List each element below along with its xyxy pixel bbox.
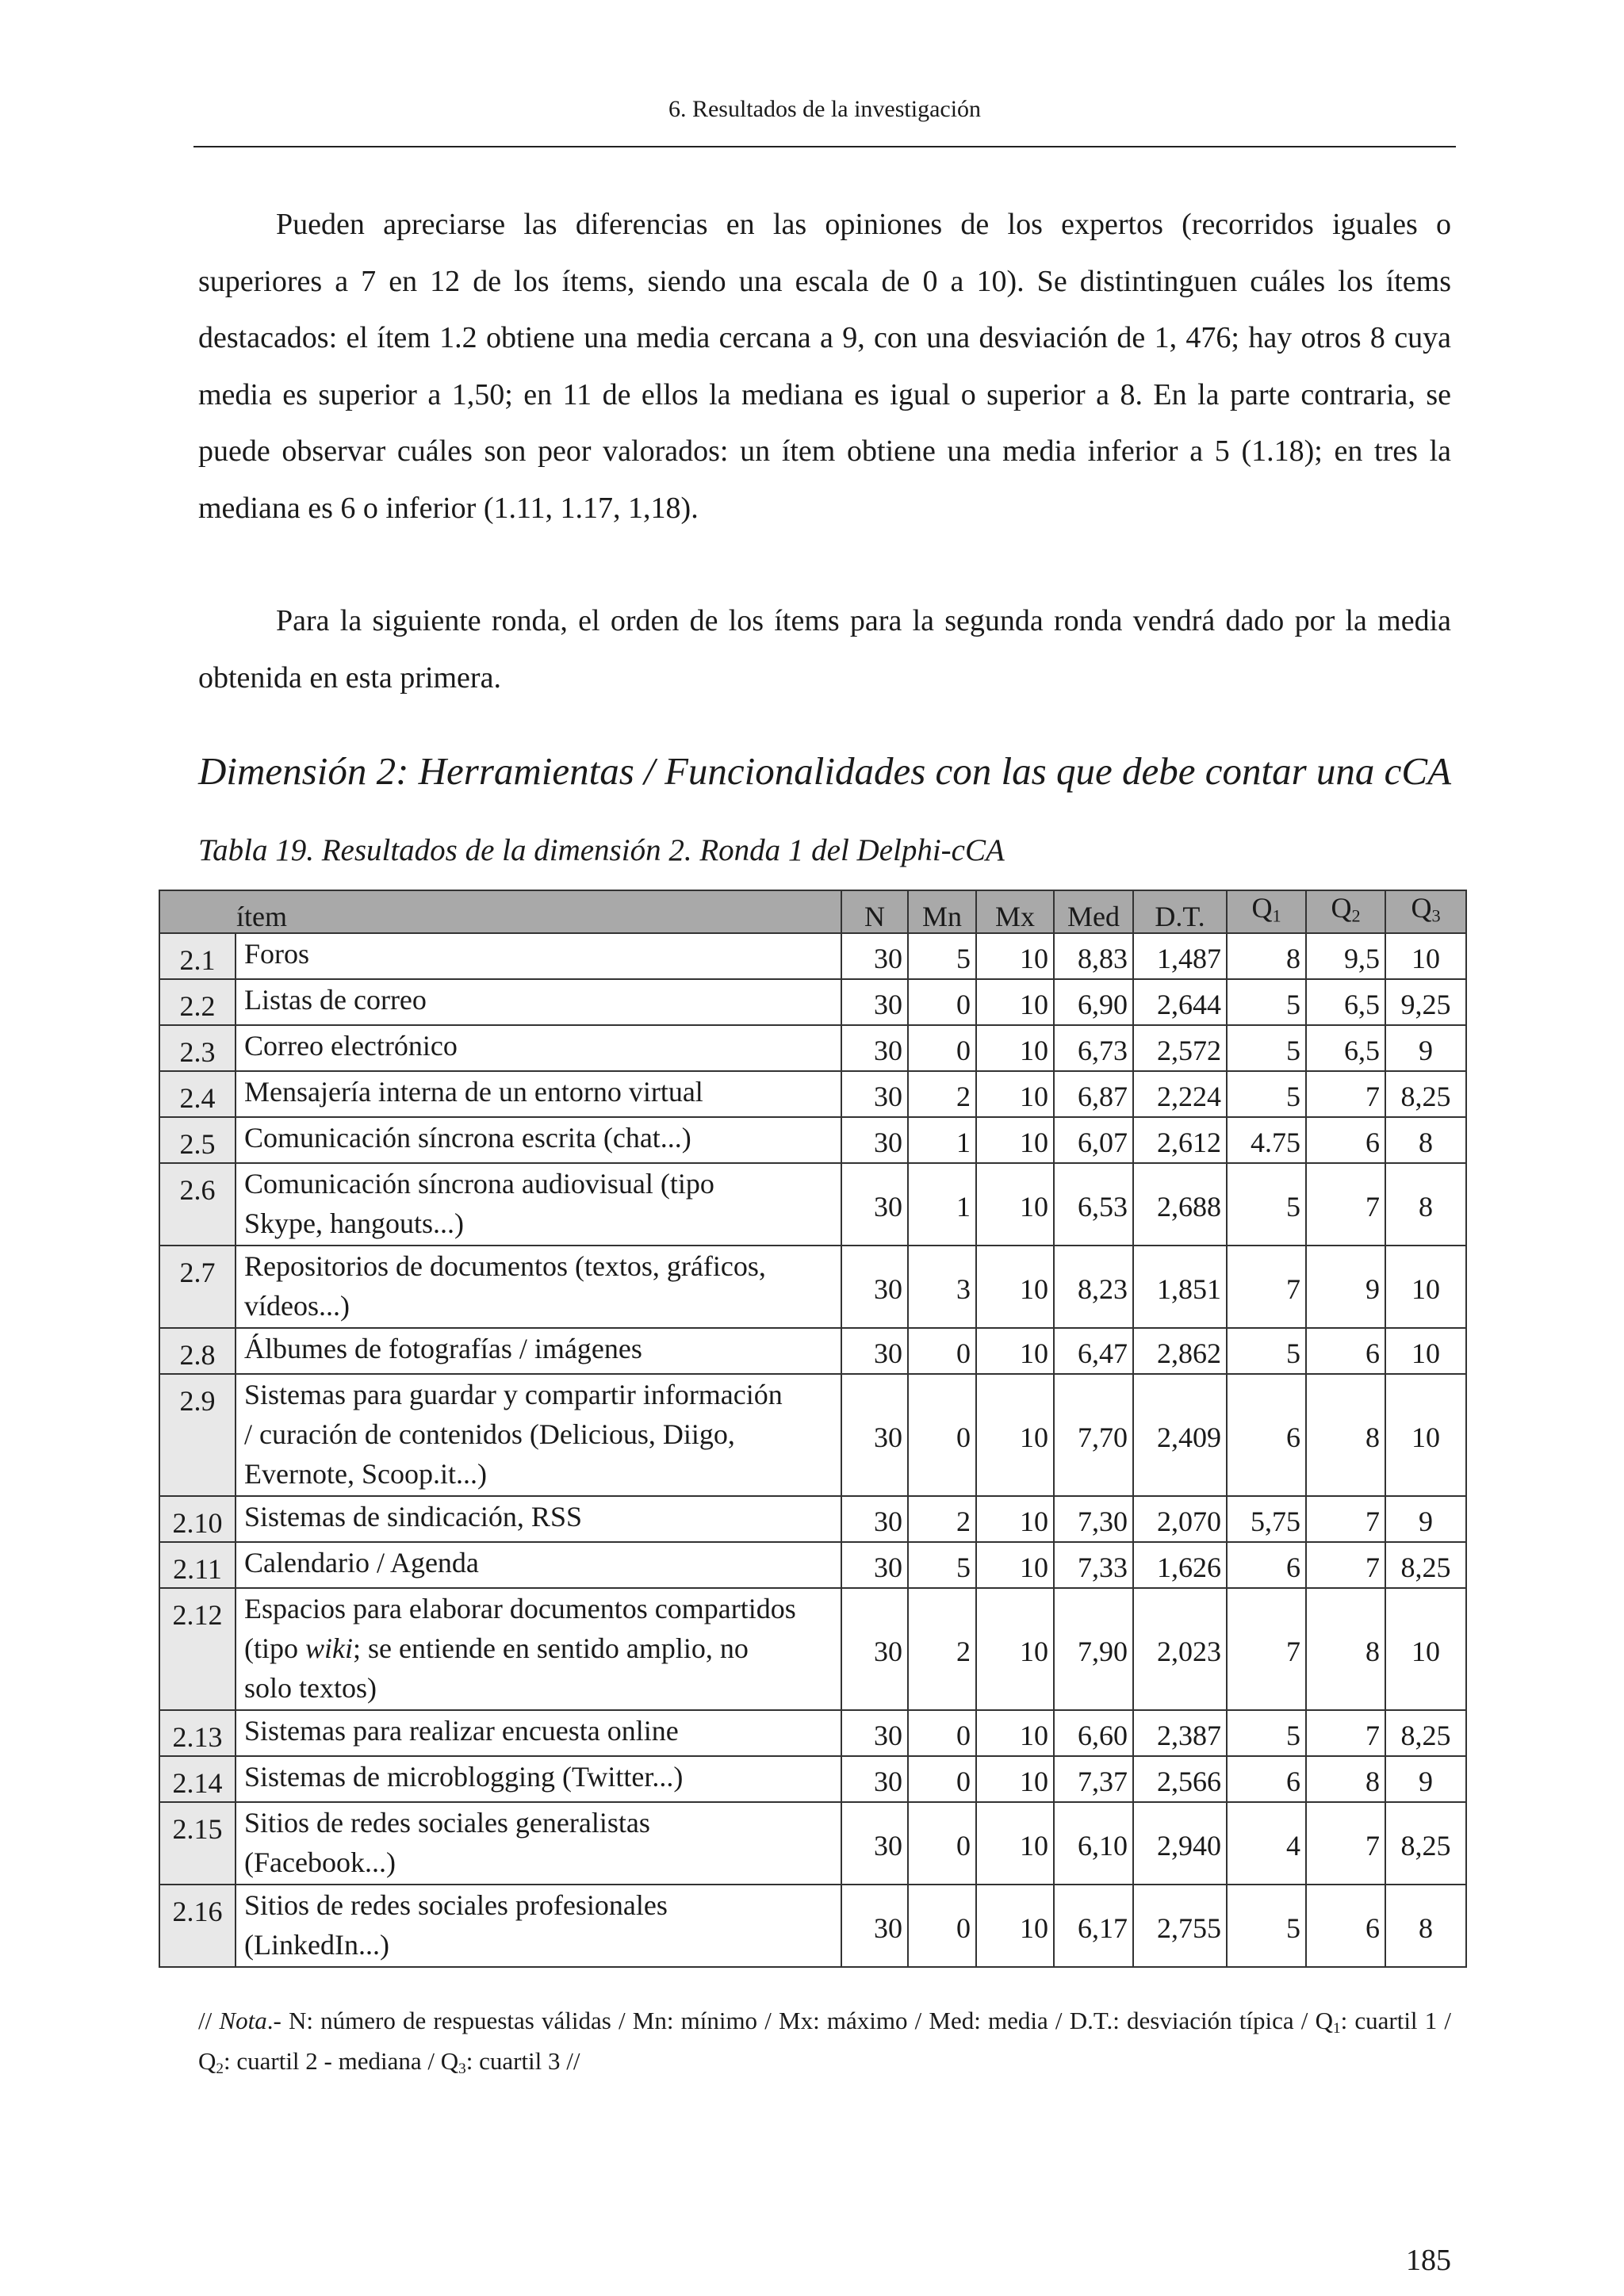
table-row [159, 1588, 1466, 1710]
cell-mx: 10 [976, 1374, 1054, 1496]
cell-mx: 10 [976, 1885, 1054, 1967]
header-q3: $Q_3$ [1385, 890, 1466, 933]
cell-med: 7,37 [1054, 1756, 1133, 1802]
table-row [159, 1163, 1466, 1246]
cell-mx: 10 [976, 979, 1054, 1025]
item-code: 2.5 [159, 1117, 236, 1163]
header-n: N [841, 890, 908, 933]
item-code: 2.14 [159, 1756, 236, 1802]
cell-q2: 7 [1306, 1163, 1385, 1246]
cell-mx: 10 [976, 1710, 1054, 1756]
cell-q1: 5 [1227, 1710, 1306, 1756]
item-label: Espacios para elaborar documentos compartidos (tipo wiki; se entiende en sentido amplio, no solo textos) [236, 1588, 841, 1710]
cell-mn: 1 [908, 1117, 976, 1163]
cell-dt: 1,851 [1133, 1246, 1227, 1328]
cell-q1: 7 [1227, 1588, 1306, 1710]
cell-q1: 5 [1227, 1025, 1306, 1071]
cell-q3: 9 [1385, 1756, 1466, 1802]
cell-mx: 10 [976, 1328, 1054, 1374]
header-item: ítem [159, 890, 841, 933]
cell-q2: 9,5 [1306, 933, 1385, 979]
cell-q3: 10 [1385, 933, 1466, 979]
cell-n: 30 [841, 1802, 908, 1885]
body-paragraph-2: Para la siguiente ronda, el orden de los ítems para la segunda ronda vendrá dado por la media obtenida en esta primera. [198, 604, 1451, 695]
cell-mn: 0 [908, 1885, 976, 1967]
cell-q1: 6 [1227, 1542, 1306, 1588]
item-label: Sistemas de microblogging (Twitter...) [236, 1756, 841, 1802]
cell-mn: 0 [908, 1710, 976, 1756]
cell-q1: 5 [1227, 1163, 1306, 1246]
cell-dt: 2,940 [1133, 1802, 1227, 1885]
cell-mx: 10 [976, 1542, 1054, 1588]
header-rule [193, 146, 1456, 147]
item-code: 2.16 [159, 1885, 236, 1967]
item-label: Comunicación síncrona escrita (chat...) [236, 1117, 841, 1163]
cell-mn: 0 [908, 1756, 976, 1802]
cell-q2: 7 [1306, 1542, 1385, 1588]
item-code: 2.12 [159, 1588, 236, 1710]
cell-dt: 2,023 [1133, 1588, 1227, 1710]
cell-mn: 0 [908, 1802, 976, 1885]
cell-q2: 7 [1306, 1071, 1385, 1117]
cell-q1: 6 [1227, 1756, 1306, 1802]
cell-dt: 2,409 [1133, 1374, 1227, 1496]
cell-q1: 6 [1227, 1374, 1306, 1496]
cell-dt: 2,688 [1133, 1163, 1227, 1246]
cell-q3: 8,25 [1385, 1071, 1466, 1117]
results-table [159, 890, 1467, 1968]
cell-q2: 7 [1306, 1496, 1385, 1542]
header-mn: Mn [908, 890, 976, 933]
table-row [159, 979, 1466, 1025]
cell-q2: 9 [1306, 1246, 1385, 1328]
item-label: Listas de correo [236, 979, 841, 1025]
table-row [159, 1710, 1466, 1756]
cell-mx: 10 [976, 1496, 1054, 1542]
table-row [159, 1246, 1466, 1328]
cell-dt: 2,612 [1133, 1117, 1227, 1163]
cell-q1: 4 [1227, 1802, 1306, 1885]
table-row [159, 1802, 1466, 1885]
cell-med: 7,70 [1054, 1374, 1133, 1496]
table-note: // Nota.- N: número de respuestas válidas / Mn: mínimo / Mx: máximo / Med: media / D.T.: desviación típica / $Q_1$: cuartil $1 / Q_2$: cuartil 2 - mediana / $Q_3$: cuartil 3 // [198, 2007, 1451, 2077]
cell-q1: 5 [1227, 1885, 1306, 1967]
cell-med: 6,47 [1054, 1328, 1133, 1374]
cell-q3: 8,25 [1385, 1710, 1466, 1756]
table-header-row [159, 890, 1466, 933]
cell-q1: 4.75 [1227, 1117, 1306, 1163]
cell-mx: 10 [976, 1756, 1054, 1802]
table-row [159, 1885, 1466, 1967]
table-row [159, 1071, 1466, 1117]
table-row [159, 1117, 1466, 1163]
cell-med: 7,90 [1054, 1588, 1133, 1710]
table-row [159, 1025, 1466, 1071]
cell-n: 30 [841, 1496, 908, 1542]
cell-med: 6,53 [1054, 1163, 1133, 1246]
item-code: 2.15 [159, 1802, 236, 1885]
cell-q3: 10 [1385, 1374, 1466, 1496]
cell-n: 30 [841, 1071, 908, 1117]
cell-mx: 10 [976, 1588, 1054, 1710]
cell-mn: 1 [908, 1163, 976, 1246]
cell-med: 6,10 [1054, 1802, 1133, 1885]
cell-q2: 6 [1306, 1117, 1385, 1163]
item-code: 2.6 [159, 1163, 236, 1246]
item-label: Sistemas para realizar encuesta online [236, 1710, 841, 1756]
cell-med: 8,23 [1054, 1246, 1133, 1328]
table-row [159, 1756, 1466, 1802]
cell-mn: 5 [908, 933, 976, 979]
cell-dt: 2,070 [1133, 1496, 1227, 1542]
cell-mx: 10 [976, 1117, 1054, 1163]
cell-med: 6,60 [1054, 1710, 1133, 1756]
item-label: Álbumes de fotografías / imágenes [236, 1328, 841, 1374]
cell-q1: 5 [1227, 1328, 1306, 1374]
cell-dt: 1,487 [1133, 933, 1227, 979]
header-q2: $Q_2$ [1306, 890, 1385, 933]
table-row [159, 1328, 1466, 1374]
item-code: 2.11 [159, 1542, 236, 1588]
cell-mn: 2 [908, 1496, 976, 1542]
table-caption: Tabla 19. Resultados de la dimensión 2. Ronda 1 del Delphi-cCA [198, 833, 1005, 867]
cell-q3: 8 [1385, 1885, 1466, 1967]
cell-q3: 8 [1385, 1117, 1466, 1163]
cell-q3: 9 [1385, 1496, 1466, 1542]
cell-q3: 9,25 [1385, 979, 1466, 1025]
cell-med: 7,33 [1054, 1542, 1133, 1588]
cell-n: 30 [841, 1710, 908, 1756]
item-label: Foros [236, 933, 841, 979]
header-q1: $Q_1$ [1227, 890, 1306, 933]
cell-q3: 10 [1385, 1588, 1466, 1710]
cell-q2: 7 [1306, 1802, 1385, 1885]
cell-n: 30 [841, 1163, 908, 1246]
cell-n: 30 [841, 979, 908, 1025]
italic-term: wiki [305, 1632, 353, 1664]
cell-n: 30 [841, 1374, 908, 1496]
cell-q3: 8,25 [1385, 1542, 1466, 1588]
cell-q2: 6 [1306, 1328, 1385, 1374]
cell-mn: 0 [908, 1025, 976, 1071]
cell-dt: 2,572 [1133, 1025, 1227, 1071]
running-header: 6. Resultados de la investigación [668, 96, 982, 122]
cell-n: 30 [841, 1756, 908, 1802]
header-dt: D.T. [1133, 890, 1227, 933]
cell-q1: 5 [1227, 979, 1306, 1025]
cell-mx: 10 [976, 1071, 1054, 1117]
cell-q2: 7 [1306, 1710, 1385, 1756]
cell-dt: 2,862 [1133, 1328, 1227, 1374]
item-code: 2.13 [159, 1710, 236, 1756]
item-code: 2.4 [159, 1071, 236, 1117]
item-code: 2.2 [159, 979, 236, 1025]
cell-mn: 0 [908, 1374, 976, 1496]
item-code: 2.3 [159, 1025, 236, 1071]
cell-mn: 3 [908, 1246, 976, 1328]
cell-med: 6,87 [1054, 1071, 1133, 1117]
cell-n: 30 [841, 933, 908, 979]
cell-q1: 8 [1227, 933, 1306, 979]
table-row [159, 1496, 1466, 1542]
item-code: 2.8 [159, 1328, 236, 1374]
table-row [159, 1542, 1466, 1588]
cell-q2: 6,5 [1306, 979, 1385, 1025]
cell-dt: 2,566 [1133, 1756, 1227, 1802]
item-label: Mensajería interna de un entorno virtual [236, 1071, 841, 1117]
item-code: 2.1 [159, 933, 236, 979]
page-number: 185 [1406, 2244, 1451, 2277]
header-mx: Mx [976, 890, 1054, 933]
cell-q3: 9 [1385, 1025, 1466, 1071]
cell-q1: 7 [1227, 1246, 1306, 1328]
cell-q3: 8,25 [1385, 1802, 1466, 1885]
cell-mx: 10 [976, 1025, 1054, 1071]
cell-dt: 2,755 [1133, 1885, 1227, 1967]
cell-mx: 10 [976, 1163, 1054, 1246]
cell-q2: 8 [1306, 1588, 1385, 1710]
cell-q2: 6,5 [1306, 1025, 1385, 1071]
cell-n: 30 [841, 1246, 908, 1328]
cell-med: 7,30 [1054, 1496, 1133, 1542]
cell-med: 8,83 [1054, 933, 1133, 979]
cell-n: 30 [841, 1025, 908, 1071]
cell-mn: 2 [908, 1071, 976, 1117]
cell-dt: 2,224 [1133, 1071, 1227, 1117]
cell-mn: 2 [908, 1588, 976, 1710]
section-heading: Dimensión 2: Herramientas / Funcionalidades con las que debe contar una cCA [198, 749, 1452, 793]
cell-mx: 10 [976, 1802, 1054, 1885]
item-code: 2.9 [159, 1374, 236, 1496]
cell-dt: 2,387 [1133, 1710, 1227, 1756]
cell-mx: 10 [976, 933, 1054, 979]
item-label: Comunicación síncrona audiovisual (tipo Skype, hangouts...) [236, 1163, 841, 1246]
item-label: Sistemas de sindicación, RSS [236, 1496, 841, 1542]
cell-q1: 5,75 [1227, 1496, 1306, 1542]
table-row [159, 1374, 1466, 1496]
item-label: Repositorios de documentos (textos, gráficos, vídeos...) [236, 1246, 841, 1328]
cell-mn: 0 [908, 1328, 976, 1374]
cell-mx: 10 [976, 1246, 1054, 1328]
item-label: Calendario / Agenda [236, 1542, 841, 1588]
cell-q1: 5 [1227, 1071, 1306, 1117]
cell-dt: 2,644 [1133, 979, 1227, 1025]
cell-q2: 8 [1306, 1756, 1385, 1802]
item-label: Sistemas para guardar y compartir información / curación de contenidos (Delicious, Diigo, Evernote, Scoop.it...) [236, 1374, 841, 1496]
cell-n: 30 [841, 1542, 908, 1588]
item-label: Sitios de redes sociales profesionales (LinkedIn...) [236, 1885, 841, 1967]
item-code: 2.7 [159, 1246, 236, 1328]
item-code: 2.10 [159, 1496, 236, 1542]
cell-med: 6,07 [1054, 1117, 1133, 1163]
item-label: Sitios de redes sociales generalistas (Facebook...) [236, 1802, 841, 1885]
cell-mn: 5 [908, 1542, 976, 1588]
cell-q3: 10 [1385, 1328, 1466, 1374]
cell-n: 30 [841, 1885, 908, 1967]
cell-q2: 6 [1306, 1885, 1385, 1967]
cell-med: 6,17 [1054, 1885, 1133, 1967]
table-row [159, 933, 1466, 979]
cell-q3: 10 [1385, 1246, 1466, 1328]
body-paragraph-1: Pueden apreciarse las diferencias en las opiniones de los expertos (recorridos iguales o superiores a 7 en 12 de los ítems, siendo una escala de 0 a 10). Se distintinguen cuáles los ítems destacados: el ítem 1.2 obtiene una media cercana a 9, con una desviación de 1, 476; hay otros 8 cuya media es superior a 1,50; en 11 de ellos la mediana es igual o superior a 8. En la parte contraria, se puede observar cuáles son peor valorados: un ítem obtiene una media inferior a 5 (1.18); en tres la mediana es 6 o inferior (1.11, 1.17, 1,18). [198, 208, 1451, 525]
cell-mn: 0 [908, 979, 976, 1025]
cell-n: 30 [841, 1117, 908, 1163]
cell-n: 30 [841, 1588, 908, 1710]
cell-med: 6,90 [1054, 979, 1133, 1025]
item-label: Correo electrónico [236, 1025, 841, 1071]
cell-med: 6,73 [1054, 1025, 1133, 1071]
header-med: Med [1054, 890, 1133, 933]
cell-n: 30 [841, 1328, 908, 1374]
cell-q3: 8 [1385, 1163, 1466, 1246]
cell-q2: 8 [1306, 1374, 1385, 1496]
cell-dt: 1,626 [1133, 1542, 1227, 1588]
